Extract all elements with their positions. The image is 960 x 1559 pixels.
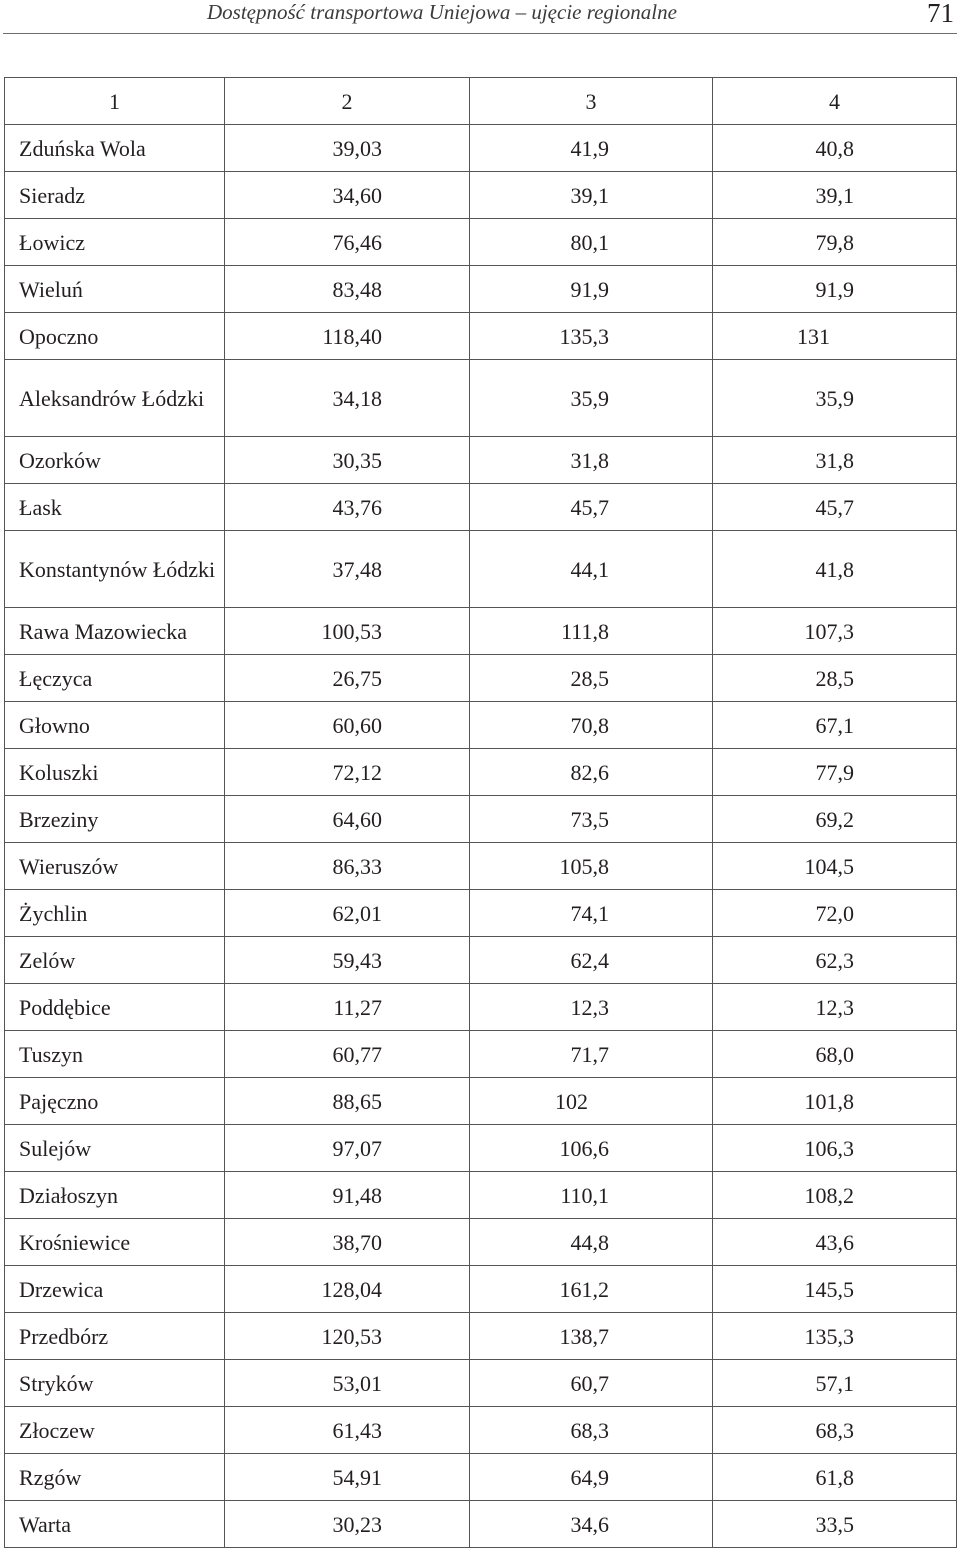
page-number: 71 [927, 0, 954, 28]
value-col2-cell: 88,65 [225, 1078, 470, 1125]
table-row [5, 937, 957, 984]
table-row [5, 1078, 957, 1125]
town-name-cell: Zduńska Wola [5, 125, 225, 172]
table-row [5, 1360, 957, 1407]
table-row [5, 484, 957, 531]
table-row [5, 266, 957, 313]
value-col4-cell: 101,8 [713, 1078, 957, 1125]
town-name-cell: Działoszyn [5, 1172, 225, 1219]
value-col2-cell: 76,46 [225, 219, 470, 266]
value-col2-cell: 37,48 [225, 531, 470, 608]
value-col4-cell: 43,6 [713, 1219, 957, 1266]
town-name-cell: Stryków [5, 1360, 225, 1407]
data-table [4, 77, 957, 1548]
town-name-cell: Rzgów [5, 1454, 225, 1501]
value-col2-cell: 64,60 [225, 796, 470, 843]
column-header-2: 2 [225, 78, 470, 125]
town-name-cell: Wieruszów [5, 843, 225, 890]
value-col2-cell: 61,43 [225, 1407, 470, 1454]
town-name-cell: Zelów [5, 937, 225, 984]
town-name-cell: Głowno [5, 702, 225, 749]
town-name-cell: Tuszyn [5, 1031, 225, 1078]
value-col4-cell: 33,5 [713, 1501, 957, 1548]
value-col2-cell: 86,33 [225, 843, 470, 890]
value-col2-cell: 39,03 [225, 125, 470, 172]
table-row [5, 1125, 957, 1172]
value-col3-cell: 106,6 [470, 1125, 713, 1172]
value-col4-cell: 61,8 [713, 1454, 957, 1501]
table-row [5, 125, 957, 172]
town-name-cell: Koluszki [5, 749, 225, 796]
value-col2-cell: 60,77 [225, 1031, 470, 1078]
table-row [5, 1266, 957, 1313]
town-name-cell: Opoczno [5, 313, 225, 360]
value-col2-cell: 30,35 [225, 437, 470, 484]
value-col4-cell: 41,8 [713, 531, 957, 608]
value-col4-cell: 62,3 [713, 937, 957, 984]
value-col2-cell: 34,18 [225, 360, 470, 437]
table-row [5, 172, 957, 219]
table-row [5, 531, 957, 608]
value-col2-cell: 11,27 [225, 984, 470, 1031]
value-col2-cell: 120,53 [225, 1313, 470, 1360]
value-col3-cell: 111,8 [470, 608, 713, 655]
value-col3-cell: 12,3 [470, 984, 713, 1031]
value-col3-cell: 44,1 [470, 531, 713, 608]
table-row [5, 655, 957, 702]
running-title: Dostępność transportowa Uniejowa – ujęcie regionalne [207, 0, 677, 24]
town-name-cell: Rawa Mazowiecka [5, 608, 225, 655]
value-col2-cell: 62,01 [225, 890, 470, 937]
town-name-cell: Poddębice [5, 984, 225, 1031]
table-row [5, 1407, 957, 1454]
value-col3-cell: 135,3 [470, 313, 713, 360]
town-name-cell: Brzeziny [5, 796, 225, 843]
town-name-cell: Żychlin [5, 890, 225, 937]
table-row [5, 437, 957, 484]
value-col4-cell: 45,7 [713, 484, 957, 531]
value-col2-cell: 83,48 [225, 266, 470, 313]
table-row [5, 1454, 957, 1501]
value-col2-cell: 54,91 [225, 1454, 470, 1501]
town-name-cell: Łowicz [5, 219, 225, 266]
value-col3-cell: 80,1 [470, 219, 713, 266]
town-name-cell: Przedbórz [5, 1313, 225, 1360]
value-col4-cell: 108,2 [713, 1172, 957, 1219]
column-header-3: 3 [470, 78, 713, 125]
value-col4-cell: 12,3 [713, 984, 957, 1031]
town-name-cell: Ozorków [5, 437, 225, 484]
value-col3-cell: 91,9 [470, 266, 713, 313]
value-col3-cell: 35,9 [470, 360, 713, 437]
value-col4-cell: 28,5 [713, 655, 957, 702]
value-col3-cell: 110,1 [470, 1172, 713, 1219]
town-name-cell: Sulejów [5, 1125, 225, 1172]
table-row [5, 313, 957, 360]
value-col2-cell: 91,48 [225, 1172, 470, 1219]
town-name-cell: Łęczyca [5, 655, 225, 702]
value-col3-cell: 102 [470, 1078, 713, 1125]
value-col2-cell: 100,53 [225, 608, 470, 655]
value-col2-cell: 97,07 [225, 1125, 470, 1172]
value-col3-cell: 60,7 [470, 1360, 713, 1407]
value-col2-cell: 34,60 [225, 172, 470, 219]
value-col4-cell: 68,0 [713, 1031, 957, 1078]
value-col2-cell: 43,76 [225, 484, 470, 531]
value-col3-cell: 39,1 [470, 172, 713, 219]
page-header [0, 0, 960, 34]
table-row [5, 1031, 957, 1078]
value-col2-cell: 38,70 [225, 1219, 470, 1266]
town-name-cell: Sieradz [5, 172, 225, 219]
table-row [5, 360, 957, 437]
table-row [5, 796, 957, 843]
table-row [5, 749, 957, 796]
town-name-cell: Konstantynów Łódzki [5, 531, 225, 608]
value-col3-cell: 71,7 [470, 1031, 713, 1078]
town-name-cell: Pajęczno [5, 1078, 225, 1125]
value-col4-cell: 67,1 [713, 702, 957, 749]
table-header-row [5, 78, 957, 125]
value-col2-cell: 72,12 [225, 749, 470, 796]
table-row [5, 1219, 957, 1266]
value-col3-cell: 105,8 [470, 843, 713, 890]
value-col3-cell: 82,6 [470, 749, 713, 796]
town-name-cell: Krośniewice [5, 1219, 225, 1266]
value-col4-cell: 106,3 [713, 1125, 957, 1172]
town-name-cell: Łask [5, 484, 225, 531]
value-col2-cell: 128,04 [225, 1266, 470, 1313]
value-col4-cell: 91,9 [713, 266, 957, 313]
table-row [5, 890, 957, 937]
table-body [5, 78, 957, 1548]
value-col4-cell: 135,3 [713, 1313, 957, 1360]
value-col2-cell: 59,43 [225, 937, 470, 984]
table-row [5, 608, 957, 655]
town-name-cell: Warta [5, 1501, 225, 1548]
value-col4-cell: 131 [713, 313, 957, 360]
table-row [5, 843, 957, 890]
value-col3-cell: 161,2 [470, 1266, 713, 1313]
value-col2-cell: 118,40 [225, 313, 470, 360]
header-rule [3, 33, 957, 34]
town-name-cell: Wieluń [5, 266, 225, 313]
value-col4-cell: 69,2 [713, 796, 957, 843]
table-row [5, 984, 957, 1031]
value-col4-cell: 79,8 [713, 219, 957, 266]
table-row [5, 219, 957, 266]
value-col3-cell: 28,5 [470, 655, 713, 702]
value-col3-cell: 45,7 [470, 484, 713, 531]
column-header-4: 4 [713, 78, 957, 125]
value-col4-cell: 68,3 [713, 1407, 957, 1454]
value-col3-cell: 62,4 [470, 937, 713, 984]
value-col2-cell: 53,01 [225, 1360, 470, 1407]
value-col3-cell: 74,1 [470, 890, 713, 937]
town-name-cell: Złoczew [5, 1407, 225, 1454]
value-col2-cell: 60,60 [225, 702, 470, 749]
value-col3-cell: 73,5 [470, 796, 713, 843]
town-name-cell: Aleksandrów Łódzki [5, 360, 225, 437]
value-col3-cell: 68,3 [470, 1407, 713, 1454]
town-name-cell: Drzewica [5, 1266, 225, 1313]
value-col4-cell: 35,9 [713, 360, 957, 437]
value-col4-cell: 31,8 [713, 437, 957, 484]
value-col4-cell: 104,5 [713, 843, 957, 890]
value-col3-cell: 41,9 [470, 125, 713, 172]
value-col3-cell: 70,8 [470, 702, 713, 749]
value-col3-cell: 31,8 [470, 437, 713, 484]
value-col4-cell: 40,8 [713, 125, 957, 172]
value-col4-cell: 57,1 [713, 1360, 957, 1407]
value-col4-cell: 107,3 [713, 608, 957, 655]
table-row [5, 1313, 957, 1360]
value-col3-cell: 34,6 [470, 1501, 713, 1548]
value-col4-cell: 39,1 [713, 172, 957, 219]
table-row [5, 1501, 957, 1548]
column-header-1: 1 [5, 78, 225, 125]
value-col3-cell: 64,9 [470, 1454, 713, 1501]
value-col3-cell: 138,7 [470, 1313, 713, 1360]
table-row [5, 702, 957, 749]
value-col3-cell: 44,8 [470, 1219, 713, 1266]
value-col4-cell: 77,9 [713, 749, 957, 796]
value-col4-cell: 145,5 [713, 1266, 957, 1313]
table-row [5, 1172, 957, 1219]
value-col2-cell: 30,23 [225, 1501, 470, 1548]
value-col2-cell: 26,75 [225, 655, 470, 702]
value-col4-cell: 72,0 [713, 890, 957, 937]
